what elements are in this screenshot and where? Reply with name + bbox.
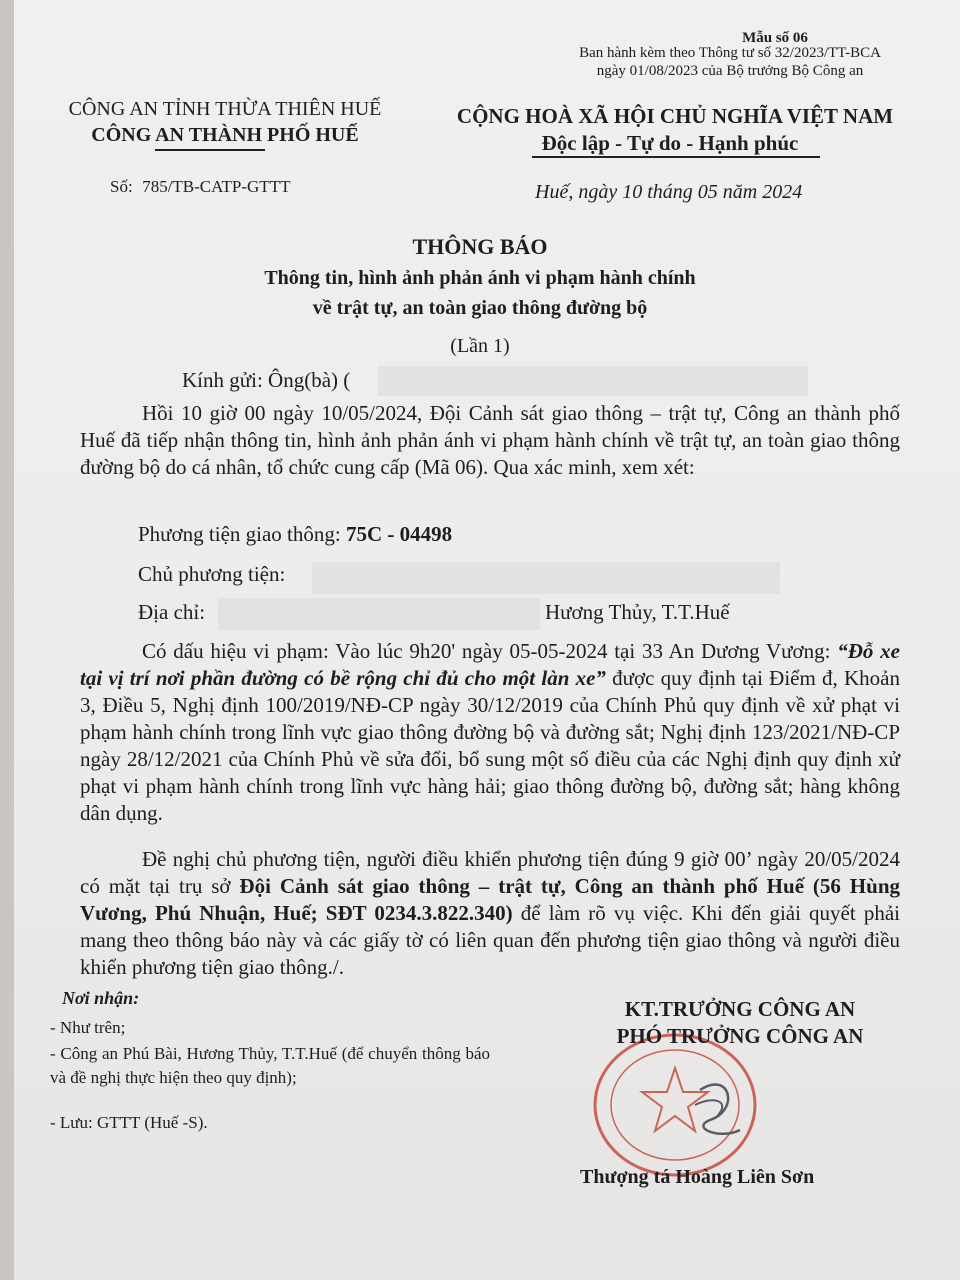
violation-rest: được quy định tại Điểm đ, Khoản 3, Điều 5, Nghị định 100/2019/NĐ-CP ngày 30/12/2019 của Chính Phủ quy định về xử phạt vi phạm hành chính trong lĩnh vực giao thông đường bộ và đường sắt; Nghị định 123/2021/NĐ-CP ngày 28/12/2021 của Chính Phủ về sửa đổi, bổ sung một số điều của các Nghị định quy định xử phạt vi phạm hành chính trong lĩnh vực hàng hải; giao thông đường bộ, đường sắt; hàng không dân dụng. [80,666,900,825]
vehicle-line [138,522,452,547]
request-lead: Đề nghị chủ phương tiện, người điều khiển phương tiện đúng 9 giờ 00’ ngày 20/05/2024 có mặt tại trụ sở [80,847,900,898]
redaction-recipient [378,366,808,396]
form-basis-line-1: Ban hành kèm theo Thông tư số 32/2023/TT-BCA [579,45,881,61]
recipient-item: - Công an Phú Bài, Hương Thủy, T.T.Huế (để chuyển thông báo và đề nghị thực hiện theo quy định); [50,1044,490,1087]
official-seal-stamp [590,1030,760,1180]
form-number: Mẫu số 06 [742,30,808,46]
place-date: Huế, ngày 10 tháng 05 năm 2024 [535,181,803,203]
redaction-address [218,598,540,630]
document-number [110,176,290,198]
intro-paragraph: Hồi 10 giờ 00 ngày 10/05/2024, Đội Cảnh sát giao thông – trật tự, Công an thành phố Huế đã tiếp nhận thông tin, hình ảnh phản ánh vi phạm hành chính về trật tự, an toàn giao thông đường bộ do cá nhân, tổ chức cung cấp (Mã 06). Qua xác minh, xem xét: [80,401,900,479]
request-paragraph [80,846,900,986]
address-label: Địa chỉ: [138,600,206,624]
owner-line [138,562,285,587]
national-motto: Độc lập - Tự do - Hạnh phúc [541,131,799,155]
vehicle-plate: 75C - 04498 [345,522,453,546]
notice-count: (Lần 1) [450,335,510,357]
recipients-title: Nơi nhận: [62,988,140,1008]
vehicle-label: Phương tiện giao thông: [138,522,341,546]
violation-lead: Có dấu hiệu vi phạm: Vào lúc 9h20' ngày 05-05-2024 tại 33 An Dương Vương: [142,639,838,663]
agency-parent: CÔNG AN TỈNH THỪA THIÊN HUẾ [68,98,382,120]
request-rest: để làm rõ vụ việc. Khi đến giải quyết phải mang theo thông báo này và các giấy tờ có liên quan đến phương tiện giao thông và người điều khiển phương tiện giao thông./. [80,901,900,979]
signer-title-1: KT.TRƯỞNG CÔNG AN [624,997,856,1021]
document-title: THÔNG BÁO [412,234,548,259]
owner-label: Chủ phương tiện: [138,562,286,586]
address-tail: Hương Thủy, T.T.Huế [545,600,730,624]
form-basis [560,44,900,80]
recipient-item: - Như trên; [50,1018,126,1037]
violation-quote: “Đỗ xe tại vị trí nơi phần đường có bề rộng chỉ đủ cho một làn xe” [80,639,900,690]
redaction-owner [312,562,780,594]
recipient-line: Kính gửi: Ông(bà) ( [182,368,351,392]
agency-underline [155,149,265,151]
signer-title-2: PHÓ TRƯỞNG CÔNG AN [616,1024,864,1048]
recipient-item: - Lưu: GTTT (Huế -S). [50,1113,208,1132]
address-line [138,600,205,625]
national-title: CỘNG HOÀ XÃ HỘI CHỦ NGHĨA VIỆT NAM [456,104,894,128]
signer-name: Thượng tá Hoàng Liên Sơn [580,1166,815,1188]
document-subtitle-1: Thông tin, hình ảnh phản ánh vi phạm hành chính [264,267,696,289]
document-number-label: Số: [110,177,133,196]
violation-paragraph [80,638,900,838]
request-place: Đội Cảnh sát giao thông – trật tự, Công an thành phố Huế (56 Hùng Vương, Phú Nhuận, Huế; SĐT 0234.3.822.340) [80,874,901,925]
motto-underline [532,156,820,158]
document-subtitle-2: về trật tự, an toàn giao thông đường bộ [312,297,648,319]
form-basis-line-2: ngày 01/08/2023 của Bộ trưởng Bộ Công an [596,63,864,79]
agency-name: CÔNG AN THÀNH PHỐ HUẾ [91,124,359,146]
document-number-value: 785/TB-CATP-GTTT [142,177,291,196]
